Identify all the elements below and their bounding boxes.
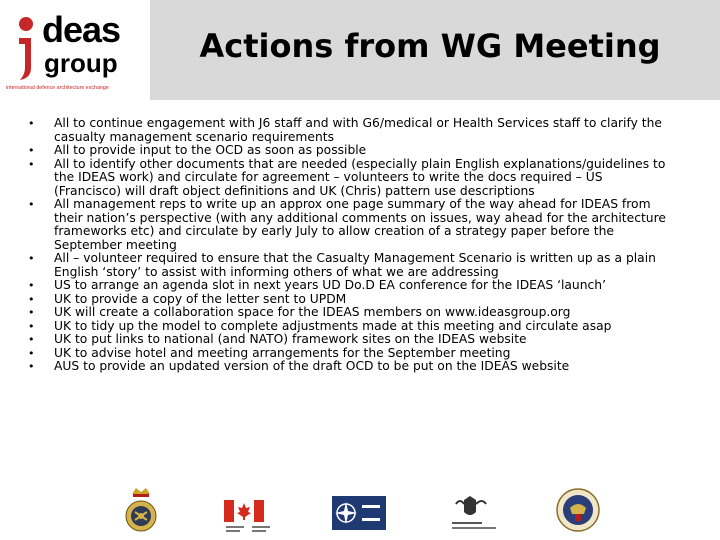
uk-mod-crest-icon bbox=[122, 486, 160, 536]
canada-wordmark-icon bbox=[224, 524, 274, 534]
logo-tagline: international defence architecture exchange bbox=[6, 85, 109, 91]
action-item: • All to identify other documents that are needed (especially plain English explanations/guidelines to the IDEAS work) and circulate for agreement – volunteers to write the docs required – US (Francisco) will draft object definitions and UK (Chris) pattern use descriptions bbox=[28, 158, 668, 199]
canada-flag-icon bbox=[224, 500, 264, 522]
action-item: • All to provide input to the OCD as soon as possible bbox=[28, 144, 668, 158]
action-item: • All to continue engagement with J6 staff and with G6/medical or Health Services staff to clarify the casualty management scenario requirements bbox=[28, 117, 668, 144]
logo-word-group: group bbox=[44, 48, 118, 78]
australia-defence-crest-icon bbox=[446, 494, 502, 534]
action-item: • US to arrange an agenda slot in next years UD Do.D EA conference for the IDEAS ‘launch’ bbox=[28, 279, 668, 293]
action-list bbox=[28, 117, 668, 374]
action-item: • All management reps to write up an approx one page summary of the way ahead for IDEAS from their nation’s perspective (with any additional comments on issues, way ahead for the architecture frameworks etc) and circulate by early July to allow creation of a strategy paper before the September meeting bbox=[28, 198, 668, 252]
action-item: • AUS to provide an updated version of the draft OCD to be put on the IDEAS website bbox=[28, 360, 668, 374]
page-title: Actions from WG Meeting bbox=[199, 27, 661, 65]
logo-i-letter-icon bbox=[14, 16, 36, 82]
footer-logos bbox=[0, 486, 720, 540]
header-bar bbox=[0, 0, 720, 100]
action-item: • UK will create a collaboration space for the IDEAS members on www.ideasgroup.org bbox=[28, 306, 668, 320]
action-item: • UK to put links to national (and NATO) framework sites on the IDEAS website bbox=[28, 333, 668, 347]
action-item: • All – volunteer required to ensure that the Casualty Management Scenario is written up as a plain English ‘story’ to assist with informing others of what we are addressing bbox=[28, 252, 668, 279]
logo-word-deas: deas bbox=[42, 9, 121, 50]
action-item: • UK to advise hotel and meeting arrangements for the September meeting bbox=[28, 347, 668, 361]
nato-otan-icon bbox=[332, 496, 386, 530]
action-item: • UK to tidy up the model to complete adjustments made at this meeting and circulate asap bbox=[28, 320, 668, 334]
action-item: • UK to provide a copy of the letter sent to UPDM bbox=[28, 293, 668, 307]
us-dod-seal-icon bbox=[556, 488, 600, 532]
ideas-group-logo bbox=[0, 0, 150, 100]
